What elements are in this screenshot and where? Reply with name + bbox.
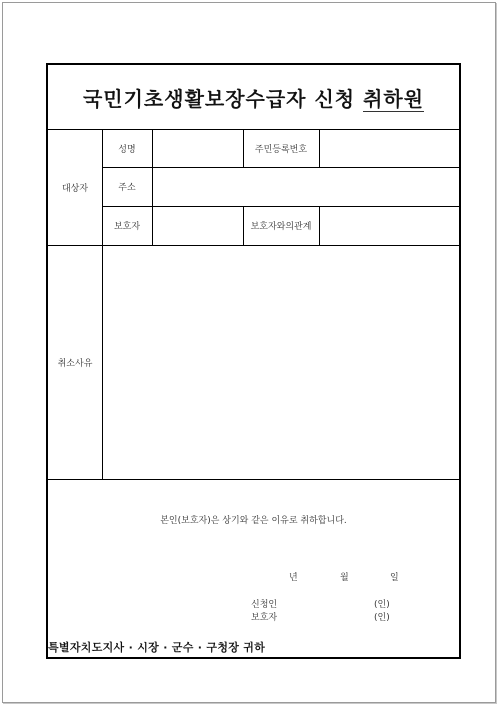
date-day-label: 일 bbox=[390, 573, 399, 583]
relation-label: 보호자와의관계 bbox=[250, 222, 312, 232]
subject-label: 대상자 bbox=[61, 183, 89, 194]
reason-field[interactable] bbox=[103, 245, 459, 479]
declaration-text: 본인(보호자)은 상기와 같은 이유로 취하합니다. bbox=[160, 516, 347, 526]
date-year-label: 년 bbox=[289, 573, 298, 583]
address-label: 주소 bbox=[118, 183, 136, 193]
applicant-seal: (인) bbox=[374, 600, 390, 610]
rrn-label: 주민등록번호 bbox=[254, 144, 308, 155]
title-area bbox=[48, 65, 459, 130]
relation-field[interactable] bbox=[319, 206, 459, 245]
applicant-label: 신청인 bbox=[251, 600, 278, 610]
grid-line bbox=[48, 479, 459, 480]
reason-label: 취소사유 bbox=[57, 358, 93, 369]
form-title-tail: 취하원 bbox=[363, 86, 425, 111]
form-title-main: 국민기초생활보장수급자 신청 bbox=[82, 86, 364, 111]
date-month-label: 월 bbox=[340, 573, 349, 583]
rrn-field[interactable] bbox=[319, 129, 459, 167]
withdrawal-form bbox=[46, 63, 461, 659]
guardian-sign-label: 보호자 bbox=[251, 613, 278, 623]
document-page bbox=[2, 2, 496, 703]
guardian-label: 보호자 bbox=[113, 222, 141, 232]
guardian-field[interactable] bbox=[152, 206, 243, 245]
name-label: 성명 bbox=[118, 144, 136, 155]
form-title bbox=[83, 83, 424, 112]
guardian-seal: (인) bbox=[374, 613, 390, 623]
address-field[interactable] bbox=[152, 167, 459, 206]
name-field[interactable] bbox=[152, 129, 243, 167]
addressee: 특별자치도지사 · 시장 · 군수 · 구청장 귀하 bbox=[48, 641, 266, 654]
